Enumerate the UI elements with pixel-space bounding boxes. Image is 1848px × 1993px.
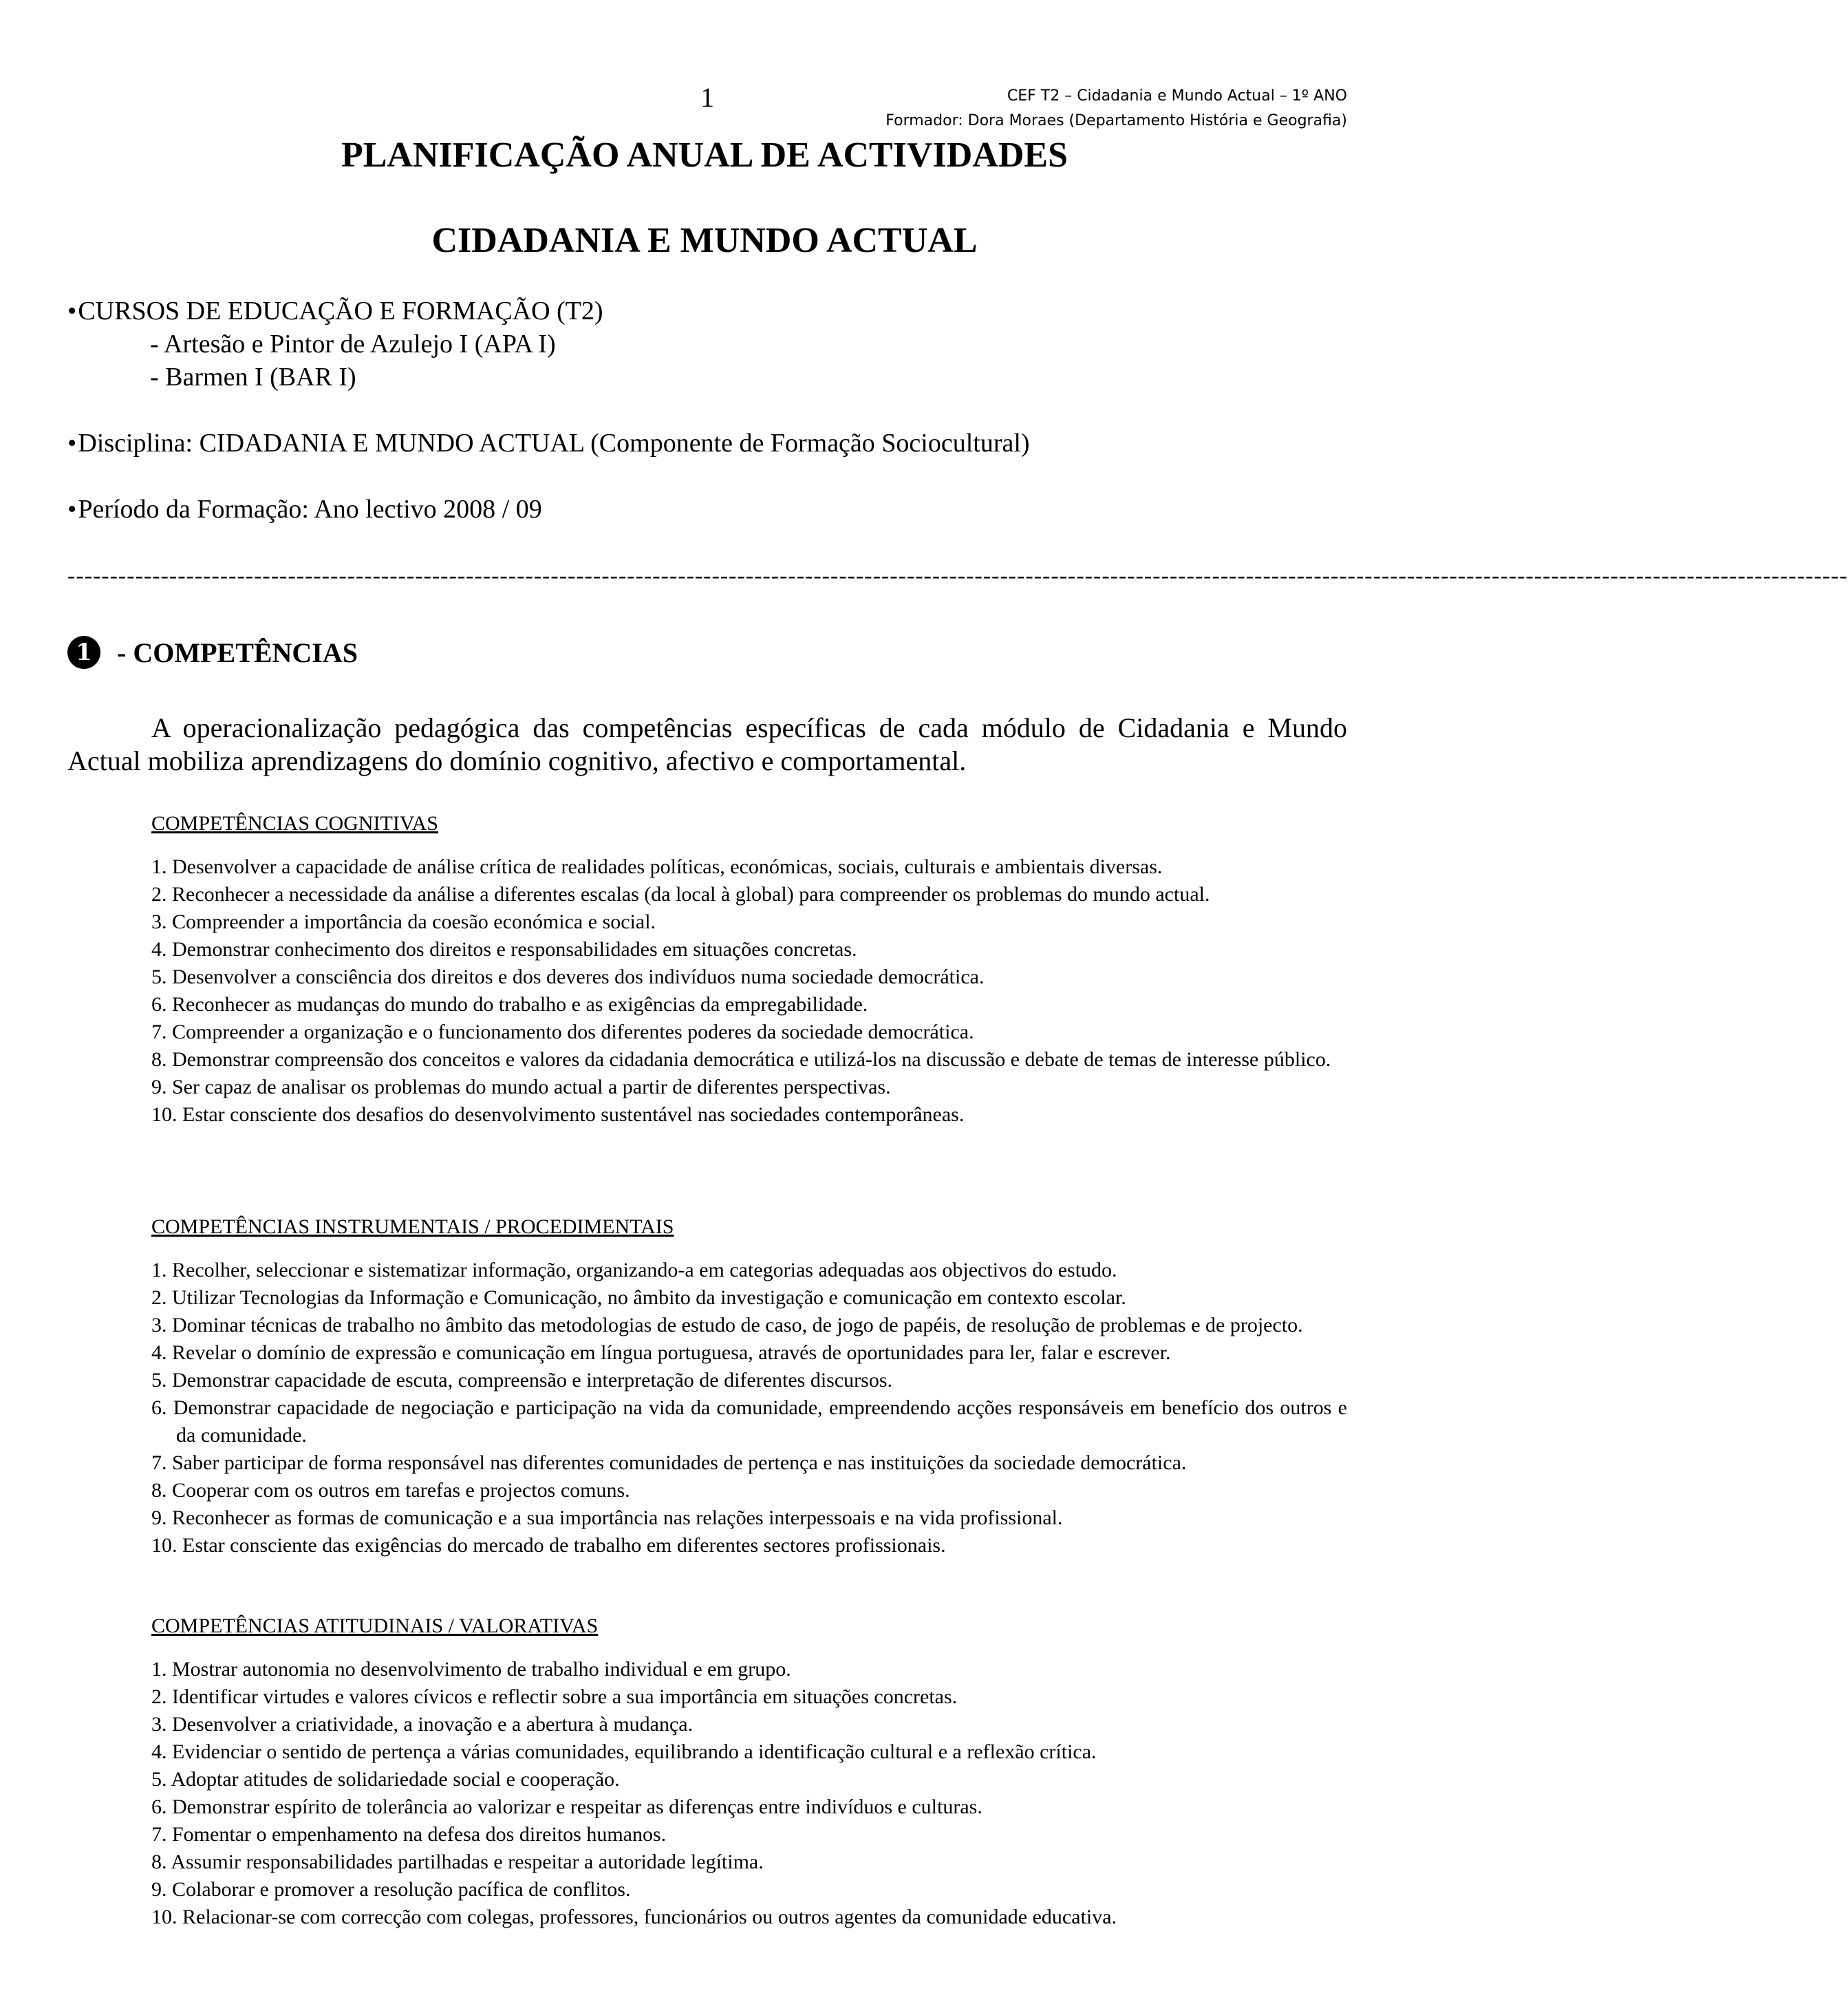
- category-title: COMPETÊNCIAS ATITUDINAIS / VALORATIVAS: [151, 1614, 599, 1637]
- section-title: - COMPETÊNCIAS: [117, 637, 358, 668]
- list-item: 1. Mostrar autonomia no desenvolvimento de trabalho individual e em grupo.: [151, 1658, 791, 1681]
- list-item: 7. Fomentar o empenhamento na defesa dos direitos humanos.: [151, 1823, 667, 1846]
- courses-block: [67, 295, 603, 394]
- list-item: 8. Demonstrar compreensão dos conceitos e valores da cidadania democrática e utilizá-los na discussão e debate de temas de interesse público.: [151, 1048, 1331, 1071]
- list-item: 4. Revelar o domínio de expressão e comunicação em língua portuguesa, através de oportunidades para ler, falar e escrever.: [151, 1341, 1171, 1364]
- list-item: 1. Desenvolver a capacidade de análise crítica de realidades políticas, económicas, sociais, culturais e ambientais diversas.: [151, 855, 1163, 878]
- course-item: - Artesão e Pintor de Azulejo I (APA I): [150, 330, 556, 359]
- section-number-icon: 1: [67, 636, 100, 669]
- list-item: 8. Cooperar com os outros em tarefas e projectos comuns.: [151, 1479, 630, 1502]
- list-item: 3. Dominar técnicas de trabalho no âmbito das metodologias de estudo de caso, de jogo de papéis, de resolução de problemas e de projecto.: [151, 1314, 1303, 1336]
- period-text: Período da Formação: Ano lectivo 2008 / 09: [78, 495, 542, 524]
- list-item: 9. Colaborar e promover a resolução pacífica de conflitos.: [151, 1878, 631, 1901]
- list-item: 3. Desenvolver a criatividade, a inovação e a abertura à mudança.: [151, 1713, 694, 1736]
- category-title: COMPETÊNCIAS COGNITIVAS: [151, 812, 438, 835]
- bullet-icon: •: [67, 495, 77, 524]
- attitudinal-competences: [151, 1614, 1347, 1931]
- list-item: 9. Reconhecer as formas de comunicação e a sua importância nas relações interpessoais e na vida profissional.: [151, 1506, 1063, 1529]
- course-item: - Barmen I (BAR I): [150, 363, 356, 392]
- list-item: 10. Estar consciente das exigências do mercado de trabalho em diferentes sectores profissionais.: [151, 1534, 946, 1557]
- list-item: 2. Identificar virtudes e valores cívicos e reflectir sobre a sua importância em situações concretas.: [151, 1685, 958, 1708]
- section-intro: A operacionalização pedagógica das competências específicas de cada módulo de Cidadania e Mundo Actual mobiliza aprendizagens do domínio cognitivo, afectivo e comportamental.: [67, 712, 1347, 776]
- subject-title: CIDADANIA E MUNDO ACTUAL: [431, 221, 978, 260]
- header-info: [885, 84, 1347, 134]
- list-item: 5. Desenvolver a consciência dos direitos e dos deveres dos indivíduos numa sociedade democrática.: [151, 966, 985, 988]
- bullet-icon: •: [67, 429, 77, 458]
- list-item: 2. Utilizar Tecnologias da Informação e Comunicação, no âmbito da investigação e comunicação em contexto escolar.: [151, 1286, 1126, 1309]
- list-item: 3. Compreender a importância da coesão económica e social.: [151, 910, 656, 933]
- list-item: 4. Demonstrar conhecimento dos direitos e responsabilidades em situações concretas.: [151, 938, 857, 961]
- list-item: 6. Demonstrar capacidade de negociação e participação na vida da comunidade, empreendendo acções responsáveis em benefício dos outros e da comunidade.: [151, 1396, 1347, 1447]
- separator-line: ------------------------------------------------------------------------------------------------------------------------------------------------------------------------------------------------------------------: [67, 563, 1848, 588]
- list-item: 7. Saber participar de forma responsável nas diferentes comunidades de pertença e nas instituições da sociedade democrática.: [151, 1451, 1187, 1474]
- list-item: 5. Demonstrar capacidade de escuta, compreensão e interpretação de diferentes discursos.: [151, 1369, 893, 1392]
- teacher-line: Formador: Dora Moraes (Departamento História e Geografia): [885, 112, 1347, 129]
- list-item: 7. Compreender a organização e o funcionamento dos diferentes poderes da sociedade democrática.: [151, 1021, 974, 1043]
- course-line: CEF T2 – Cidadania e Mundo Actual – 1º ANO: [1007, 87, 1347, 105]
- bullet-icon: •: [67, 297, 77, 326]
- list-item: 2. Reconhecer a necessidade da análise a diferentes escalas (da local à global) para compreender os problemas do mundo actual.: [151, 883, 1210, 906]
- list-item: 9. Ser capaz de analisar os problemas do mundo actual a partir de diferentes perspectivas.: [151, 1076, 891, 1098]
- main-title: PLANIFICAÇÃO ANUAL DE ACTIVIDADES: [341, 136, 1068, 175]
- list-item: 10. Relacionar-se com correcção com colegas, professores, funcionários ou outros agentes da comunidade educativa.: [151, 1906, 1117, 1928]
- page-number: 1: [700, 82, 714, 113]
- courses-heading: CURSOS DE EDUCAÇÃO E FORMAÇÃO (T2): [78, 297, 603, 326]
- category-title: COMPETÊNCIAS INSTRUMENTAIS / PROCEDIMENTAIS: [151, 1215, 674, 1238]
- list-item: 4. Evidenciar o sentido de pertença a várias comunidades, equilibrando a identificação cultural e a reflexão crítica.: [151, 1740, 1097, 1763]
- list-item: 6. Demonstrar espírito de tolerância ao valorizar e respeitar as diferenças entre indivíduos e culturas.: [151, 1795, 982, 1818]
- section-heading: [67, 636, 358, 669]
- list-item: 10. Estar consciente dos desafios do desenvolvimento sustentável nas sociedades contemporâneas.: [151, 1103, 965, 1126]
- cognitive-competences: [151, 812, 1347, 1129]
- discipline-text: Disciplina: CIDADANIA E MUNDO ACTUAL (Componente de Formação Sociocultural): [78, 429, 1030, 458]
- instrumental-competences: [151, 1215, 1347, 1559]
- list-item: 1. Recolher, seleccionar e sistematizar informação, organizando-a em categorias adequadas aos objectivos do estudo.: [151, 1259, 1117, 1281]
- list-item: 5. Adoptar atitudes de solidariedade social e cooperação.: [151, 1768, 620, 1791]
- list-item: 6. Reconhecer as mudanças do mundo do trabalho e as exigências da empregabilidade.: [151, 993, 868, 1016]
- discipline-line: [67, 428, 1030, 458]
- period-line: [67, 494, 542, 524]
- list-item: 8. Assumir responsabilidades partilhadas e respeitar a autoridade legítima.: [151, 1851, 764, 1873]
